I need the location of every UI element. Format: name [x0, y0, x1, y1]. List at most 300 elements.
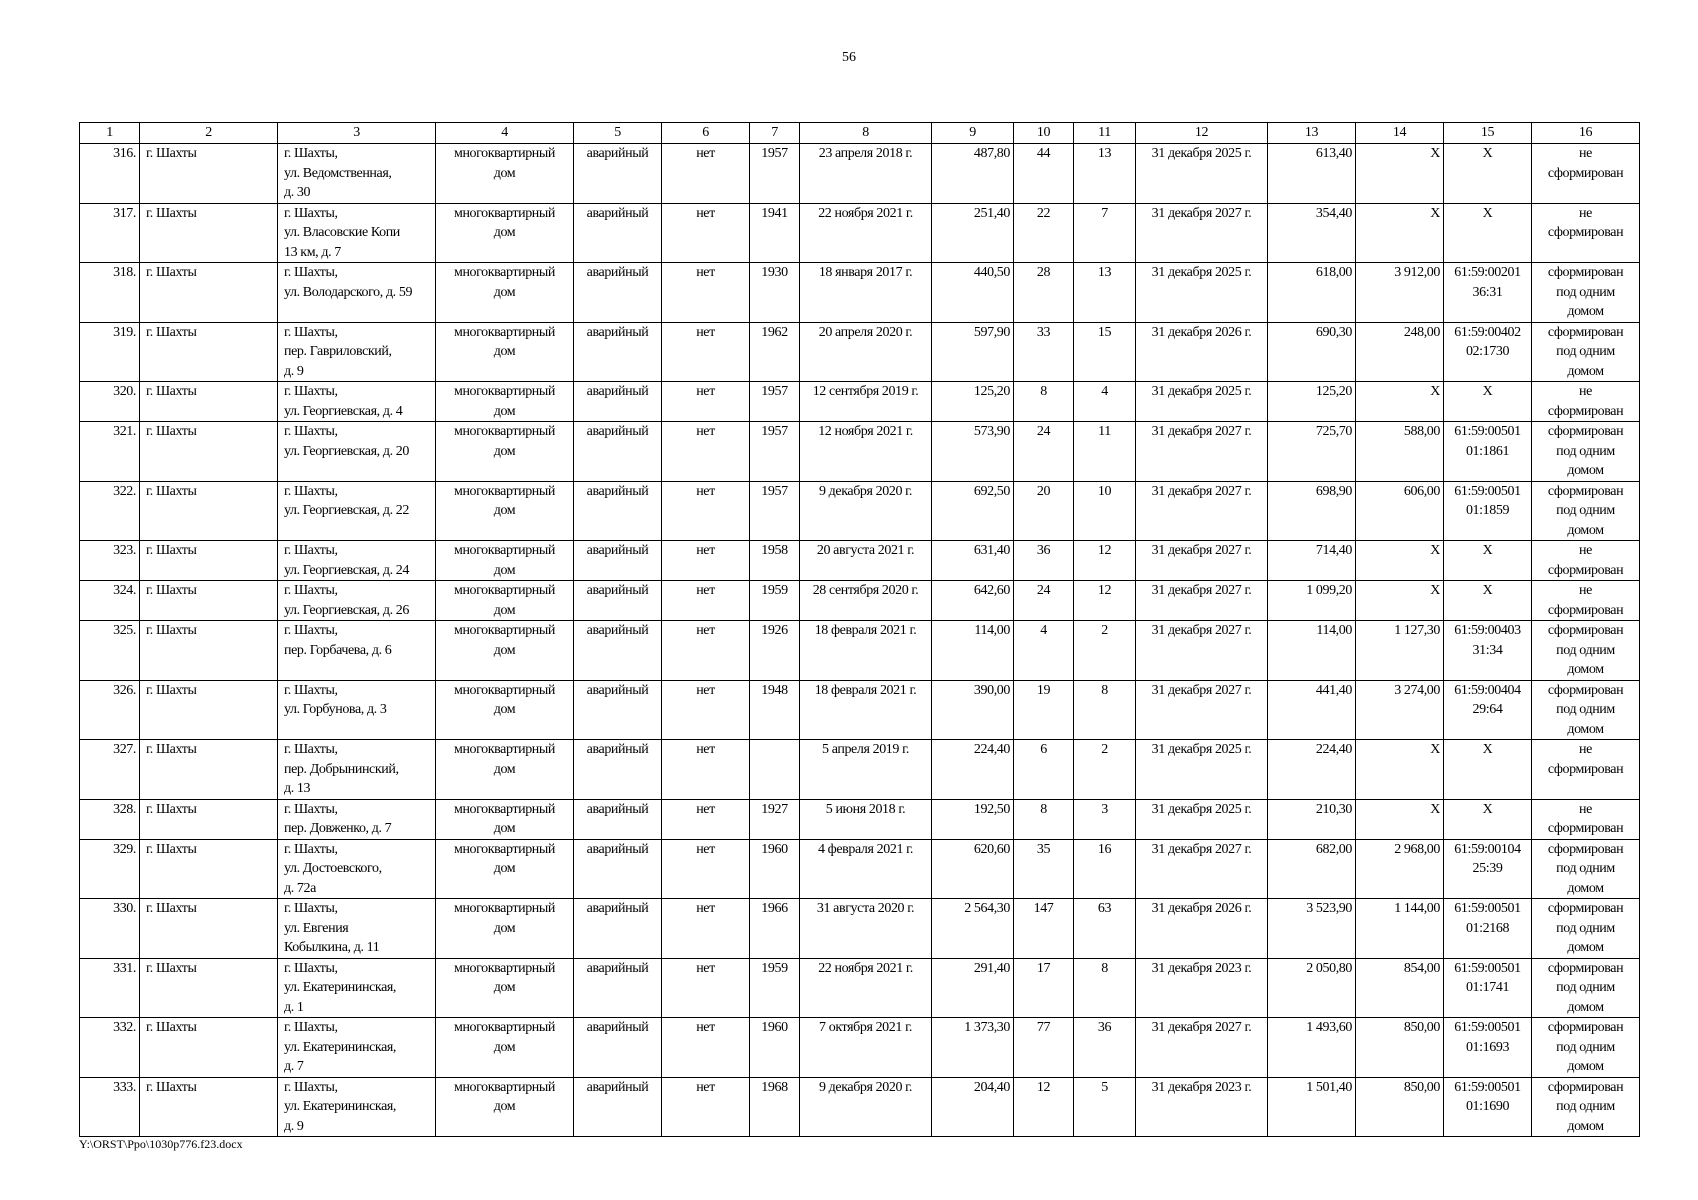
condition-cell: аварийный — [574, 422, 662, 482]
land-area-cell: Х — [1356, 799, 1444, 839]
cadastral-number-cell — [1444, 958, 1532, 1018]
municipality-cell: г. Шахты — [140, 581, 278, 621]
address-cell — [278, 958, 436, 1018]
residents-cell: 35 — [1014, 839, 1074, 899]
cell-line: ул. Георгиевская, д. 24 — [284, 562, 409, 578]
area-cell: 291,40 — [932, 958, 1014, 1018]
year-built-cell — [750, 740, 800, 800]
cell-line: сформирован — [1547, 602, 1624, 618]
cell-line: г. Шахты, — [284, 424, 338, 439]
area-cell: 204,40 — [932, 1077, 1014, 1137]
residents-cell: 77 — [1014, 1018, 1074, 1078]
land-area-cell: 3 912,00 — [1356, 263, 1444, 323]
column-header: 5 — [574, 123, 662, 144]
cell-line: ул. Горбунова, д. 3 — [284, 702, 387, 717]
cell-line: домом — [1567, 463, 1604, 478]
flag-cell: нет — [662, 322, 750, 382]
total-area-cell: 125,20 — [1268, 382, 1356, 422]
cell-line: домом — [1567, 1118, 1604, 1134]
recognition-date-cell: 12 ноября 2021 г. — [800, 422, 932, 482]
area-cell: 487,80 — [932, 144, 1014, 204]
cell-line: г. Шахты, — [284, 384, 338, 399]
cell-line: многоквартирный — [453, 1020, 555, 1035]
building-type-cell — [436, 1077, 574, 1137]
land-area-cell: 2 968,00 — [1356, 839, 1444, 899]
cell-line: 61:59:00501 — [1454, 901, 1521, 916]
cell-line: дом — [493, 562, 516, 578]
land-area-cell: Х — [1356, 541, 1444, 581]
total-area-cell: 3 523,90 — [1268, 899, 1356, 959]
cell-line: под одним — [1556, 443, 1615, 459]
cell-line: ул. Ведомственная, — [284, 165, 392, 181]
units-cell: 16 — [1074, 839, 1136, 899]
cell-line: г. Шахты, — [284, 682, 338, 698]
area-cell: 1 373,30 — [932, 1018, 1014, 1078]
land-area-cell: 850,00 — [1356, 1077, 1444, 1137]
municipality-cell: г. Шахты — [140, 799, 278, 839]
cadastral-number-cell — [1444, 144, 1532, 204]
cell-line: г. Шахты, — [284, 901, 338, 916]
area-cell: 192,50 — [932, 799, 1014, 839]
cell-line: многоквартирный — [453, 384, 555, 399]
cadastral-number-cell — [1444, 263, 1532, 323]
building-type-cell — [436, 1018, 574, 1078]
units-cell: 12 — [1074, 541, 1136, 581]
cell-line: Х — [1482, 543, 1493, 558]
cell-line: дом — [493, 980, 516, 995]
cell-line: ул. Власовские Копи — [284, 225, 400, 240]
land-status-cell — [1532, 839, 1640, 899]
land-status-cell — [1532, 1018, 1640, 1078]
table-row — [80, 958, 1640, 1018]
cell-line: Кобылкина, д. 11 — [284, 940, 380, 955]
cell-line: многоквартирный — [453, 742, 555, 757]
building-type-cell — [436, 680, 574, 740]
land-status-cell — [1532, 144, 1640, 204]
cell-line: 61:59:00501 — [1454, 483, 1521, 499]
address-cell — [278, 144, 436, 204]
cell-line: дом — [493, 344, 516, 359]
cell-line: домом — [1567, 1059, 1604, 1074]
land-area-cell: 588,00 — [1356, 422, 1444, 482]
row-number-cell: 319. — [80, 322, 140, 382]
cell-line: многоквартирный — [453, 483, 555, 499]
year-built-cell: 1962 — [750, 322, 800, 382]
residents-cell: 6 — [1014, 740, 1074, 800]
cell-line: д. 72а — [284, 880, 316, 896]
cell-line: 61:59:00404 — [1454, 682, 1521, 698]
cell-line: многоквартирный — [453, 623, 555, 638]
cell-line: сформирован — [1547, 324, 1624, 340]
cell-line: сформирован — [1547, 483, 1624, 499]
municipality-cell: г. Шахты — [140, 382, 278, 422]
row-number-cell: 333. — [80, 1077, 140, 1137]
area-cell: 2 564,30 — [932, 899, 1014, 959]
recognition-date-cell: 22 ноября 2021 г. — [800, 203, 932, 263]
residents-cell: 22 — [1014, 203, 1074, 263]
residents-cell: 44 — [1014, 144, 1074, 204]
cell-line: 61:59:00201 — [1454, 265, 1521, 280]
recognition-date-cell: 18 февраля 2021 г. — [800, 621, 932, 681]
cell-line: 01:1861 — [1465, 443, 1510, 459]
building-type-cell — [436, 799, 574, 839]
year-built-cell: 1927 — [750, 799, 800, 839]
cell-line: ул. Екатерининская, — [284, 1039, 397, 1055]
cell-line: дом — [493, 821, 516, 836]
total-area-cell: 354,40 — [1268, 203, 1356, 263]
cell-line: пер. Горбачева, д. 6 — [284, 642, 392, 658]
flag-cell: нет — [662, 382, 750, 422]
land-area-cell: 854,00 — [1356, 958, 1444, 1018]
address-cell — [278, 322, 436, 382]
land-area-cell: Х — [1356, 740, 1444, 800]
land-area-cell: 606,00 — [1356, 481, 1444, 541]
cell-line: ул. Евгения — [284, 920, 349, 936]
address-cell — [278, 581, 436, 621]
recognition-date-cell: 9 декабря 2020 г. — [800, 481, 932, 541]
cell-line: д. 1 — [284, 999, 304, 1015]
cell-line: домом — [1567, 304, 1604, 319]
cell-line: сформирован — [1547, 165, 1624, 181]
municipality-cell: г. Шахты — [140, 422, 278, 482]
units-cell: 12 — [1074, 581, 1136, 621]
row-number-cell: 329. — [80, 839, 140, 899]
cell-line: многоквартирный — [453, 424, 555, 439]
units-cell: 10 — [1074, 481, 1136, 541]
cell-line: 25:39 — [1472, 861, 1503, 876]
condition-cell: аварийный — [574, 680, 662, 740]
land-status-cell — [1532, 1077, 1640, 1137]
cell-line: пер. Добрынинский, — [284, 761, 399, 777]
column-header: 14 — [1356, 123, 1444, 144]
flag-cell: нет — [662, 581, 750, 621]
year-built-cell: 1957 — [750, 144, 800, 204]
cell-line: г. Шахты, — [284, 742, 338, 757]
area-cell: 597,90 — [932, 322, 1014, 382]
address-cell — [278, 839, 436, 899]
row-number-cell: 323. — [80, 541, 140, 581]
municipality-cell: г. Шахты — [140, 680, 278, 740]
cell-line: дом — [493, 920, 516, 936]
table-row — [80, 322, 1640, 382]
cell-line: сформирован — [1547, 424, 1624, 439]
cell-line: многоквартирный — [453, 265, 555, 280]
year-built-cell: 1957 — [750, 382, 800, 422]
table-row — [80, 799, 1640, 839]
residents-cell: 33 — [1014, 322, 1074, 382]
table-row — [80, 621, 1640, 681]
row-number-cell: 331. — [80, 958, 140, 1018]
municipality-cell: г. Шахты — [140, 263, 278, 323]
land-area-cell: Х — [1356, 581, 1444, 621]
cell-line: г. Шахты, — [284, 483, 338, 499]
cell-line: не — [1579, 583, 1592, 598]
residents-cell: 147 — [1014, 899, 1074, 959]
address-cell — [278, 1018, 436, 1078]
municipality-cell: г. Шахты — [140, 621, 278, 681]
column-header: 9 — [932, 123, 1014, 144]
cadastral-number-cell — [1444, 203, 1532, 263]
units-cell: 13 — [1074, 263, 1136, 323]
resettlement-deadline-cell: 31 декабря 2026 г. — [1136, 322, 1268, 382]
cell-line: г. Шахты, — [284, 1020, 338, 1035]
column-header: 3 — [278, 123, 436, 144]
cell-line: д. 9 — [284, 1118, 304, 1134]
condition-cell: аварийный — [574, 1077, 662, 1137]
table-row — [80, 144, 1640, 204]
municipality-cell: г. Шахты — [140, 322, 278, 382]
cadastral-number-cell — [1444, 621, 1532, 681]
cell-line: г. Шахты, — [284, 960, 338, 976]
municipality-cell: г. Шахты — [140, 1077, 278, 1137]
cell-line: 36:31 — [1472, 284, 1503, 300]
units-cell: 5 — [1074, 1077, 1136, 1137]
residents-cell: 8 — [1014, 382, 1074, 422]
units-cell: 36 — [1074, 1018, 1136, 1078]
cell-line: под одним — [1556, 284, 1615, 300]
building-type-cell — [436, 839, 574, 899]
cell-line: сформирован — [1547, 841, 1624, 857]
recognition-date-cell: 18 февраля 2021 г. — [800, 680, 932, 740]
residents-cell: 4 — [1014, 621, 1074, 681]
cell-line: 61:59:00501 — [1454, 960, 1521, 976]
recognition-date-cell: 31 августа 2020 г. — [800, 899, 932, 959]
units-cell: 11 — [1074, 422, 1136, 482]
recognition-date-cell: 5 апреля 2019 г. — [800, 740, 932, 800]
cell-line: не — [1579, 384, 1592, 399]
condition-cell: аварийный — [574, 382, 662, 422]
column-header: 16 — [1532, 123, 1640, 144]
resettlement-deadline-cell: 31 декабря 2027 г. — [1136, 422, 1268, 482]
total-area-cell: 1 501,40 — [1268, 1077, 1356, 1137]
area-cell: 573,90 — [932, 422, 1014, 482]
row-number-cell: 332. — [80, 1018, 140, 1078]
building-type-cell — [436, 144, 574, 204]
residents-cell: 20 — [1014, 481, 1074, 541]
year-built-cell: 1958 — [750, 541, 800, 581]
address-cell — [278, 1077, 436, 1137]
units-cell: 8 — [1074, 958, 1136, 1018]
cell-line: 61:59:00501 — [1454, 1079, 1521, 1095]
area-cell: 125,20 — [932, 382, 1014, 422]
residents-cell: 36 — [1014, 541, 1074, 581]
area-cell: 390,00 — [932, 680, 1014, 740]
flag-cell: нет — [662, 263, 750, 323]
condition-cell: аварийный — [574, 322, 662, 382]
cell-line: ул. Георгиевская, д. 22 — [284, 503, 409, 518]
cell-line: многоквартирный — [453, 205, 555, 221]
flag-cell: нет — [662, 422, 750, 482]
condition-cell: аварийный — [574, 581, 662, 621]
building-type-cell — [436, 422, 574, 482]
resettlement-deadline-cell: 31 декабря 2027 г. — [1136, 621, 1268, 681]
cell-line: 61:59:00402 — [1454, 324, 1521, 340]
table-row — [80, 481, 1640, 541]
total-area-cell: 114,00 — [1268, 621, 1356, 681]
cell-line: домом — [1567, 999, 1604, 1015]
cell-line: 01:1741 — [1465, 980, 1510, 995]
resettlement-deadline-cell: 31 декабря 2025 г. — [1136, 144, 1268, 204]
cell-line: 61:59:00501 — [1454, 424, 1521, 439]
recognition-date-cell: 20 апреля 2020 г. — [800, 322, 932, 382]
total-area-cell: 682,00 — [1268, 839, 1356, 899]
flag-cell: нет — [662, 899, 750, 959]
units-cell: 15 — [1074, 322, 1136, 382]
resettlement-deadline-cell: 31 декабря 2027 г. — [1136, 1018, 1268, 1078]
cell-line: многоквартирный — [453, 841, 555, 857]
recognition-date-cell: 28 сентября 2020 г. — [800, 581, 932, 621]
flag-cell: нет — [662, 740, 750, 800]
land-status-cell — [1532, 958, 1640, 1018]
cell-line: не — [1579, 146, 1592, 161]
land-area-cell: 3 274,00 — [1356, 680, 1444, 740]
cell-line: не — [1579, 205, 1592, 221]
flag-cell: нет — [662, 1018, 750, 1078]
cell-line: под одним — [1556, 920, 1615, 936]
column-header: 6 — [662, 123, 750, 144]
cell-line: Х — [1482, 205, 1493, 221]
land-status-cell — [1532, 799, 1640, 839]
land-area-cell: 850,00 — [1356, 1018, 1444, 1078]
column-header: 13 — [1268, 123, 1356, 144]
cadastral-number-cell — [1444, 899, 1532, 959]
column-header: 12 — [1136, 123, 1268, 144]
cell-line: г. Шахты, — [284, 146, 338, 161]
table-row — [80, 422, 1640, 482]
cadastral-number-cell — [1444, 422, 1532, 482]
land-status-cell — [1532, 541, 1640, 581]
condition-cell: аварийный — [574, 621, 662, 681]
units-cell: 63 — [1074, 899, 1136, 959]
row-number-cell: 326. — [80, 680, 140, 740]
land-area-cell: Х — [1356, 144, 1444, 204]
table-row — [80, 1018, 1640, 1078]
cell-line: многоквартирный — [453, 901, 555, 916]
column-header: 15 — [1444, 123, 1532, 144]
area-cell: 692,50 — [932, 481, 1014, 541]
cell-line: г. Шахты, — [284, 543, 338, 558]
cell-line: Х — [1482, 146, 1493, 161]
recognition-date-cell: 23 апреля 2018 г. — [800, 144, 932, 204]
municipality-cell: г. Шахты — [140, 1018, 278, 1078]
resettlement-deadline-cell: 31 декабря 2025 г. — [1136, 382, 1268, 422]
cadastral-number-cell — [1444, 799, 1532, 839]
cell-line: 61:59:00104 — [1454, 841, 1521, 857]
cell-line: не — [1579, 801, 1592, 817]
condition-cell: аварийный — [574, 740, 662, 800]
residents-cell: 12 — [1014, 1077, 1074, 1137]
table-row — [80, 1077, 1640, 1137]
recognition-date-cell: 4 февраля 2021 г. — [800, 839, 932, 899]
year-built-cell: 1959 — [750, 581, 800, 621]
resettlement-deadline-cell: 31 декабря 2025 г. — [1136, 799, 1268, 839]
building-type-cell — [436, 203, 574, 263]
total-area-cell: 210,30 — [1268, 799, 1356, 839]
resettlement-deadline-cell: 31 декабря 2027 г. — [1136, 203, 1268, 263]
row-number-cell: 325. — [80, 621, 140, 681]
resettlement-deadline-cell: 31 декабря 2027 г. — [1136, 541, 1268, 581]
cell-line: д. 30 — [284, 185, 311, 200]
cadastral-number-cell — [1444, 1018, 1532, 1078]
cell-line: не — [1579, 543, 1592, 558]
units-cell: 4 — [1074, 382, 1136, 422]
resettlement-deadline-cell: 31 декабря 2027 г. — [1136, 481, 1268, 541]
condition-cell: аварийный — [574, 263, 662, 323]
building-type-cell — [436, 899, 574, 959]
cell-line: 01:2168 — [1465, 920, 1510, 936]
condition-cell: аварийный — [574, 899, 662, 959]
table-body — [80, 144, 1640, 1137]
year-built-cell: 1966 — [750, 899, 800, 959]
cell-line: домом — [1567, 662, 1604, 677]
cell-line: дом — [493, 1099, 516, 1114]
condition-cell: аварийный — [574, 958, 662, 1018]
total-area-cell: 441,40 — [1268, 680, 1356, 740]
cell-line: домом — [1567, 880, 1604, 896]
cell-line: ул. Георгиевская, д. 4 — [284, 403, 403, 419]
units-cell: 8 — [1074, 680, 1136, 740]
cell-line: сформирован — [1547, 562, 1624, 578]
total-area-cell: 698,90 — [1268, 481, 1356, 541]
resettlement-deadline-cell: 31 декабря 2027 г. — [1136, 581, 1268, 621]
cell-line: сформирован — [1547, 1020, 1624, 1035]
year-built-cell: 1957 — [750, 422, 800, 482]
cell-line: ул. Володарского, д. 59 — [284, 284, 413, 300]
address-cell — [278, 541, 436, 581]
land-status-cell — [1532, 680, 1640, 740]
flag-cell: нет — [662, 203, 750, 263]
municipality-cell: г. Шахты — [140, 203, 278, 263]
column-header: 8 — [800, 123, 932, 144]
address-cell — [278, 422, 436, 482]
address-cell — [278, 263, 436, 323]
cell-line: дом — [493, 1039, 516, 1055]
area-cell: 440,50 — [932, 263, 1014, 323]
table-row — [80, 541, 1640, 581]
cell-line: дом — [493, 225, 516, 240]
cell-line: ул. Екатерининская, — [284, 980, 397, 995]
land-area-cell: Х — [1356, 203, 1444, 263]
municipality-cell: г. Шахты — [140, 958, 278, 1018]
building-type-cell — [436, 322, 574, 382]
cell-line: 61:59:00501 — [1454, 1020, 1521, 1035]
area-cell: 631,40 — [932, 541, 1014, 581]
row-number-cell: 324. — [80, 581, 140, 621]
cell-line: под одним — [1556, 702, 1615, 717]
cadastral-number-cell — [1444, 581, 1532, 621]
flag-cell: нет — [662, 621, 750, 681]
cadastral-number-cell — [1444, 680, 1532, 740]
total-area-cell: 714,40 — [1268, 541, 1356, 581]
land-status-cell — [1532, 481, 1640, 541]
cell-line: многоквартирный — [453, 146, 555, 161]
year-built-cell: 1959 — [750, 958, 800, 1018]
cell-line: сформирован — [1547, 821, 1624, 836]
municipality-cell: г. Шахты — [140, 839, 278, 899]
address-cell — [278, 481, 436, 541]
cell-line: г. Шахты, — [284, 265, 338, 280]
units-cell: 2 — [1074, 740, 1136, 800]
land-area-cell: 1 144,00 — [1356, 899, 1444, 959]
row-number-cell: 330. — [80, 899, 140, 959]
cell-line: под одним — [1556, 642, 1615, 658]
resettlement-deadline-cell: 31 декабря 2027 г. — [1136, 839, 1268, 899]
flag-cell: нет — [662, 799, 750, 839]
row-number-cell: 321. — [80, 422, 140, 482]
land-area-cell: 248,00 — [1356, 322, 1444, 382]
cell-line: многоквартирный — [453, 801, 555, 817]
cell-line: Х — [1482, 583, 1493, 598]
